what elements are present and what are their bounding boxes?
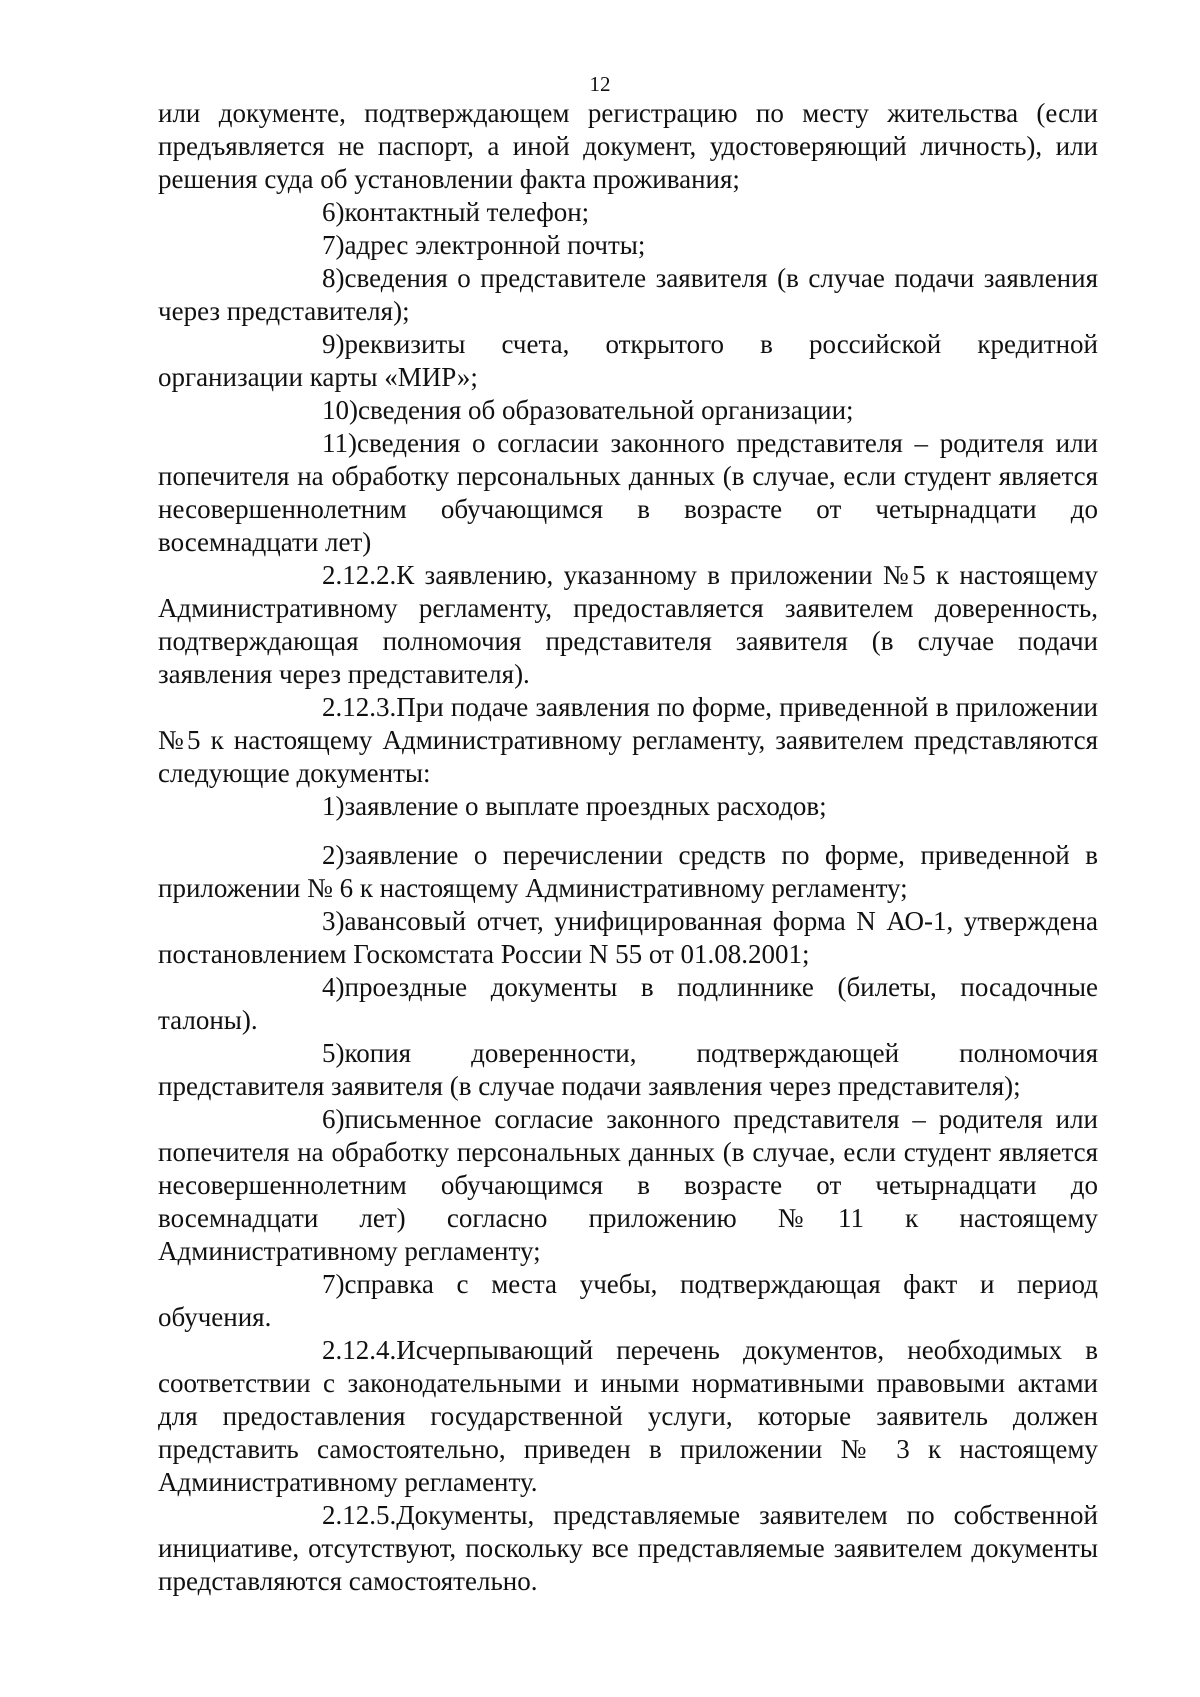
paragraph-text: копия доверенности, подтверждающей полномочия представителя заявителя (в случае подачи заявления через представителя);	[158, 1038, 1098, 1101]
paragraph-text: заявление о перечислении средств по форме, приведенной в приложении № 6 к настоящему Административному регламенту;	[158, 840, 1098, 903]
document-body	[158, 97, 1098, 1598]
paragraph-text: К заявлению, указанному в приложении №5 к настоящему Административному регламенту, предоставляется заявителем доверенность, подтверждающая полномочия представителя заявителя (в случае подачи заявления через представителя).	[158, 560, 1098, 689]
item-number: 2.12.3.	[322, 692, 397, 722]
paragraph-text: заявление о выплате проездных расходов;	[344, 791, 827, 821]
list-item	[158, 790, 1098, 823]
paragraph-text: сведения об образовательной организации;	[358, 395, 854, 425]
item-number: 2.12.4.	[322, 1335, 397, 1365]
item-number: 8)	[322, 263, 345, 293]
list-item	[158, 394, 1098, 427]
paragraph-text: реквизиты счета, открытого в российской кредитной организации карты «МИР»;	[158, 329, 1098, 392]
paragraph-text: При подаче заявления по форме, приведенной в приложении №5 к настоящему Административному регламенту, заявителем представляются следующие документы:	[158, 692, 1098, 788]
item-number: 2.12.5.	[322, 1500, 397, 1530]
paragraph-text: контактный телефон;	[344, 197, 590, 227]
continuation-paragraph	[158, 97, 1098, 196]
list-item	[158, 196, 1098, 229]
list-item	[158, 328, 1098, 394]
item-number: 4)	[322, 972, 345, 1002]
list-item	[158, 1037, 1098, 1103]
paragraph-text: проездные документы в подлиннике (билеты, посадочные талоны).	[158, 972, 1098, 1035]
list-item	[158, 1103, 1098, 1268]
list-item	[158, 229, 1098, 262]
item-number: 5)	[322, 1038, 345, 1068]
clause-paragraph	[158, 559, 1098, 691]
item-number: 2)	[322, 840, 345, 870]
paragraph-text: адрес электронной почты;	[344, 230, 646, 260]
list-item	[158, 1268, 1098, 1334]
item-number: 6)	[322, 1104, 345, 1134]
paragraph-text: сведения о согласии законного представителя – родителя или попечителя на обработку персональных данных (в случае, если студент является несовершеннолетним обучающимся в возрасте от четырнадцати до восемнадцати лет)	[158, 428, 1098, 557]
clause-paragraph	[158, 1499, 1098, 1598]
clause-paragraph	[158, 691, 1098, 790]
item-number: 7)	[322, 230, 345, 260]
item-number: 10)	[322, 395, 358, 425]
list-item	[158, 971, 1098, 1037]
list-item	[158, 262, 1098, 328]
paragraph-text: или документе, подтверждающем регистрацию по месту жительства (если предъявляется не паспорт, а иной документ, удостоверяющий личность), или решения суда об установлении факта проживания;	[158, 98, 1098, 194]
list-item	[158, 427, 1098, 559]
list-item	[158, 905, 1098, 971]
item-number: 6)	[322, 197, 345, 227]
page-number: 12	[589, 72, 611, 96]
item-number: 2.12.2.	[322, 560, 397, 590]
paragraph-text: письменное согласие законного представителя – родителя или попечителя на обработку персональных данных (в случае, если студент является несовершеннолетним обучающимся в возрасте от четырнадцати до восемнадцати лет) согласно приложению №11 к настоящему Административному регламенту;	[158, 1104, 1098, 1266]
item-number: 3)	[322, 906, 345, 936]
item-number: 11)	[322, 428, 357, 458]
item-number: 7)	[322, 1269, 345, 1299]
paragraph-text: авансовый отчет, унифицированная форма N АО-1, утверждена постановлением Госкомстата России N 55 от 01.08.2001;	[158, 906, 1098, 969]
list-item	[158, 839, 1098, 905]
item-number: 1)	[322, 791, 345, 821]
item-number: 9)	[322, 329, 345, 359]
clause-paragraph	[158, 1334, 1098, 1499]
paragraph-text: Документы, представляемые заявителем по собственной инициативе, отсутствуют, поскольку все представляемые заявителем документы представляются самостоятельно.	[158, 1500, 1098, 1596]
paragraph-text: сведения о представителе заявителя (в случае подачи заявления через представителя);	[158, 263, 1098, 326]
paragraph-text: Исчерпывающий перечень документов, необходимых в соответствии с законодательными и иными нормативными правовыми актами для предоставления государственной услуги, которые заявитель должен представить самостоятельно, приведен в приложении № 3 к настоящему Административному регламенту.	[158, 1335, 1098, 1497]
paragraph-text: справка с места учебы, подтверждающая факт и период обучения.	[158, 1269, 1098, 1332]
